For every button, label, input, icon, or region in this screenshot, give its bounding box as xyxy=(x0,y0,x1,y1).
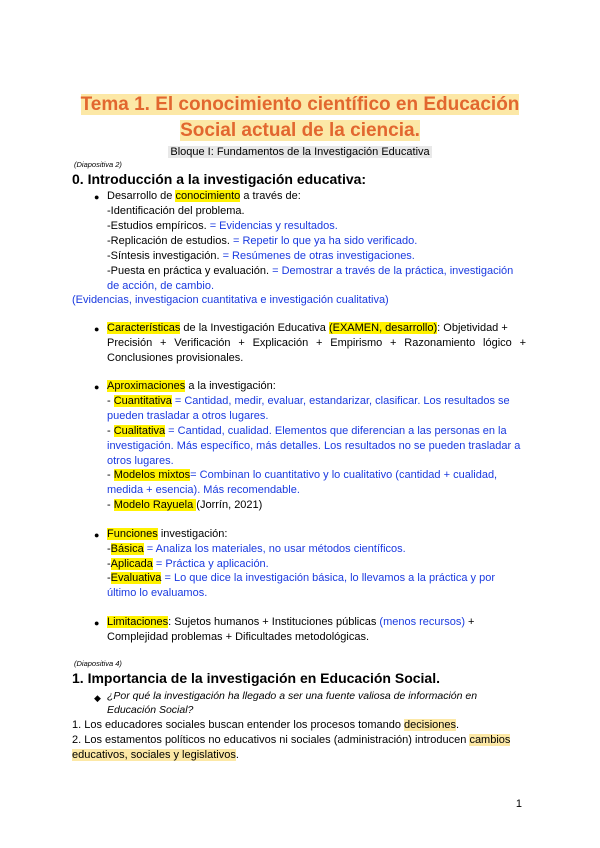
bullet-limitaciones: Limitaciones: Sujetos humanos + Instituciones públicas (menos recursos) + xyxy=(107,616,475,628)
bullet-caracteristicas: Características de la Investigación Educativa (EXAMEN, desarrollo): Objetividad + xyxy=(107,322,508,334)
slide-note: (Diapositiva 2) xyxy=(74,160,122,169)
block-subtitle: Bloque I: Fundamentos de la Investigación Educativa xyxy=(170,146,430,158)
paragraph-1: 1. Los educadores sociales buscan entender los procesos tomando decisiones. xyxy=(72,719,460,731)
evaluativa-line: -Evaluativa = Lo que dice la investigación básica, lo llevamos a la práctica y por xyxy=(107,572,495,584)
cualitativa-line-3: otros lugares. xyxy=(107,455,174,467)
bullet-funciones: Funciones investigación: xyxy=(107,528,228,540)
bullet-icon: ● xyxy=(94,530,100,540)
caracteristicas-line-2: Precisión + Verificación + Explicación + Empirismo + Razonamiento lógico + xyxy=(107,337,526,349)
rayuela-line: - Modelo Rayuela (Jorrín, 2021) xyxy=(107,499,263,511)
list-item: -Puesta en práctica y evaluación. = Demostrar a través de la práctica, investigación xyxy=(107,265,514,277)
page-title xyxy=(60,92,540,144)
aplicada-line: -Aplicada = Práctica y aplicación. xyxy=(107,558,269,570)
paragraph-2: 2. Los estamentos políticos no educativos ni sociales (administración) introducen cambios xyxy=(72,734,511,746)
question-line-2: Educación Social? xyxy=(107,704,194,716)
caracteristicas-line-3: Conclusiones provisionales. xyxy=(107,352,244,364)
evaluativa-line-2: último lo evaluamos. xyxy=(107,587,208,599)
basica-line: -Básica = Analiza los materiales, no usar métodos científicos. xyxy=(107,543,406,555)
list-item: -Replicación de estudios. = Repetir lo que ya ha sido verificado. xyxy=(107,235,418,247)
list-item: -Síntesis investigación. = Resúmenes de otras investigaciones. xyxy=(107,250,415,262)
paragraph-2-line-2: educativos, sociales y legislativos. xyxy=(72,749,239,761)
section-heading: 1. Importancia de la investigación en Educación Social. xyxy=(72,670,440,686)
section-heading: 0. Introducción a la investigación educativa: xyxy=(72,171,367,187)
limitaciones-line-2: Complejidad problemas + Dificultades metodológicas. xyxy=(107,631,369,643)
question-line: ¿Por qué la investigación ha llegado a ser una fuente valiosa de información en xyxy=(107,690,478,702)
bullet-conocimiento: Desarrollo de conocimiento a través de: xyxy=(107,190,301,202)
bullet-icon: ● xyxy=(94,192,100,202)
list-item: -Estudios empíricos. = Evidencias y resultados. xyxy=(107,220,338,232)
bullet-icon: ● xyxy=(94,382,100,392)
slide-note: (Diapositiva 4) xyxy=(74,659,122,668)
title-line-2: Social actual de la ciencia. xyxy=(180,120,420,141)
cuantitativa-line-2: pueden trasladar a otros lugares. xyxy=(107,410,269,422)
cuantitativa-line: - Cuantitativa = Cantidad, medir, evaluar, estandarizar, clasificar. Los resultados se xyxy=(107,395,510,407)
title-line-1: Tema 1. El conocimiento científico en Educación xyxy=(80,94,520,115)
mixtos-line: - Modelos mixtos= Combinan lo cuantitativo y lo cualitativo (cantidad + cualidad, xyxy=(107,469,498,481)
bullet-icon: ● xyxy=(94,618,100,628)
cualitativa-line-2: investigación. Más específico, más detalles. Los resultados no se pueden trasladar a xyxy=(107,440,521,452)
bullet-icon: ◆ xyxy=(94,693,101,703)
bullet-icon: ● xyxy=(94,324,100,334)
mixtos-line-2: medida + esencia). Más recomendable. xyxy=(107,484,300,496)
bullet-aproximaciones: Aproximaciones a la investigación: xyxy=(107,380,276,392)
page-number: 1 xyxy=(515,798,522,810)
list-item-continuation: de acción, de cambio. xyxy=(107,280,215,292)
cualitativa-line: - Cualitativa = Cantidad, cualidad. Elementos que diferencian a las personas en la xyxy=(107,425,507,437)
evidence-note: (Evidencias, investigacion cuantitativa e investigación cualitativa) xyxy=(72,294,389,306)
list-item: -Identificación del problema. xyxy=(107,205,245,217)
